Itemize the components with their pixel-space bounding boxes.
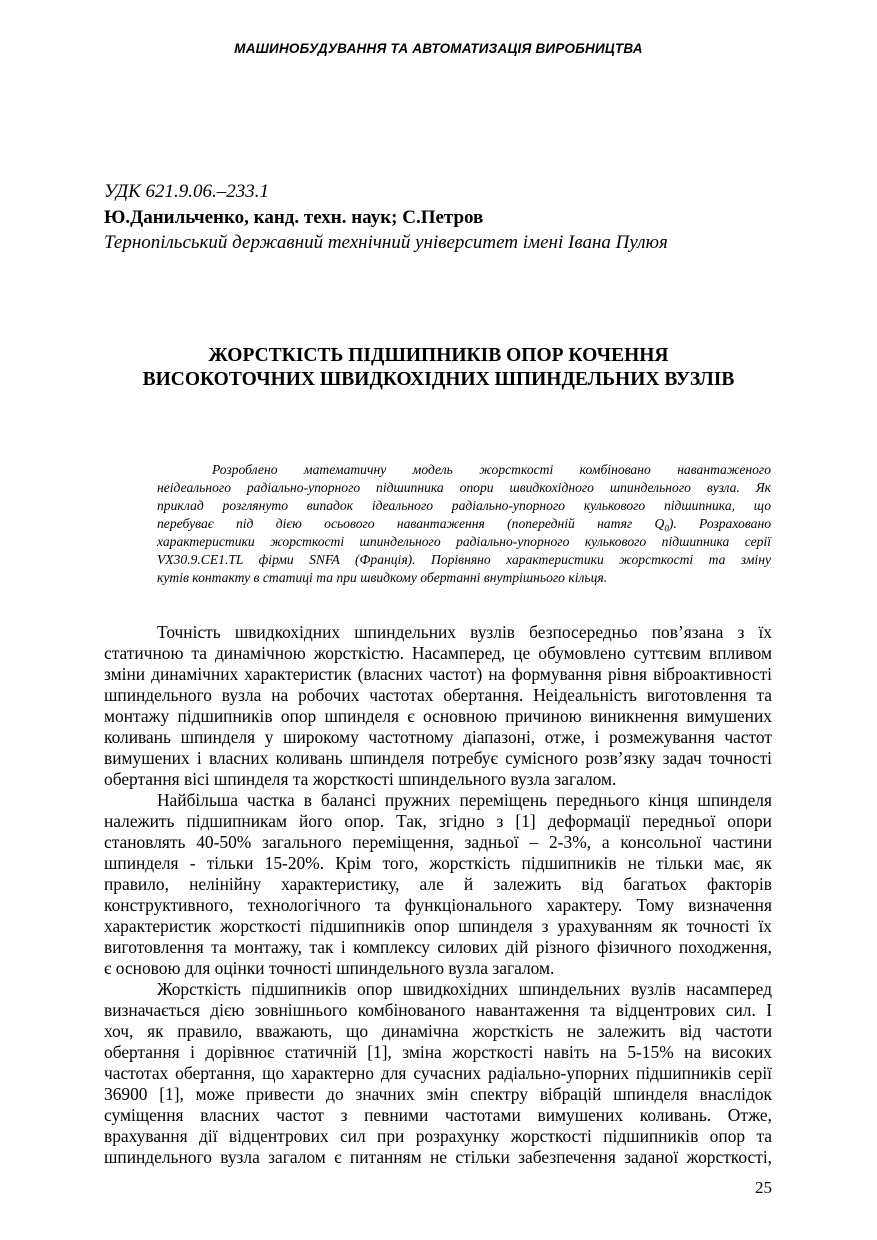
affiliation-line: Тернопільський державний технічний університет імені Івана Пулюя [104,232,668,253]
body-line: виготовлення та монтажу, так і комплексу силових дій різного фізичного походження, [104,937,772,957]
abstract-line: перебуває під дією осьового навантаження (попередній натяг $Q_0$). Розраховано [157,516,771,534]
body-line: зміни динамічних характеристик (власних частот) на формування рівня віброактивності [104,664,772,684]
body-line: коливань шпинделя у широкому частотному діапазоні, отже, і розмежування частот [104,727,772,747]
body-line: Жорсткість підшипників опор швидкохідних шпиндельних вузлів насамперед [157,979,772,999]
body-line: частотах обертання, що характерно для сучасних радіально-упорних підшипників серії [104,1063,772,1083]
title-line: ЖОРСТКІСТЬ ПІДШИПНИКІВ ОПОР КОЧЕННЯ [208,345,669,366]
body-line: обертання і дорівнює статичній [1], зміна жорсткості навіть на 5-15% на високих [104,1042,772,1062]
abstract-line: характеристики жорсткості шпиндельного радіально-упорного кулькового підшипника серії [157,534,771,549]
body-line: хоч, як правило, вважають, що динамічна жорсткість не залежить від частоти [104,1021,772,1041]
title-line: ВИСОКОТОЧНИХ ШВИДКОХІДНИХ ШПИНДЕЛЬНИХ ВУЗЛІВ [142,369,735,390]
body-line: шпиндельного вузла на робочих частотах обертання. Неідеальність виготовлення та [104,685,772,705]
udc-code: УДК 621.9.06.–233.1 [104,181,269,202]
article-title [60,344,817,392]
body-line: Найбільша частка в балансі пружних переміщень переднього кінця шпинделя [157,790,772,810]
paragraph [104,622,772,790]
body-line: характеристик жорсткості підшипників опор шпинделя з урахуванням як точності їх [104,916,772,936]
body-line: становлять 40-50% загального переміщення, задньої – 2-3%, а консольної частини [104,832,772,852]
page-number: 25 [755,1178,772,1197]
body-line: вимушених і власних коливань шпинделя потребує сумісного розв’язку задач точності [104,748,772,768]
abstract-line: VX30.9.CE1.TL фірми SNFA (Франція). Порівняно характеристики жорсткості та зміну [157,552,771,567]
body-line: врахування дії відцентрових сил при розрахунку жорсткості підшипників опор та [104,1126,772,1146]
body-line: суміщення власних частот з певними частотами вимушених коливань. Отже, [104,1105,772,1125]
body-line: статичною та динамічною жорсткістю. Насамперед, це обумовлено суттєвим впливом [104,643,772,663]
running-header: МАШИНОБУДУВАННЯ ТА АВТОМАТИЗАЦІЯ ВИРОБНИЦТВА [234,41,643,56]
abstract-line: неідеального радіально-упорного підшипника опори швидкохідного шпиндельного вузла. Як [157,480,771,495]
body-text [104,622,772,1168]
abstract [157,461,771,587]
body-line: є основою для оцінки точності шпиндельного вузла загалом. [104,958,555,978]
abstract-line: приклад розглянуто випадок ідеального радіально-упорного кулькового підшипника, що [157,498,771,513]
abstract-line: Розроблено математичну модель жорсткості комбіновано навантаженого [212,462,771,477]
body-line: шпинделя - тільки 15-20%. Крім того, жорсткість підшипників не тільки має, як [104,853,772,873]
body-line: шпиндельного вузла загалом є питанням не стільки забезпечення заданої жорсткості, [104,1147,772,1167]
body-line: належить підшипникам його опор. Так, згідно з [1] деформації передньої опори [104,811,772,831]
body-line: визначається дією зовнішнього комбінованого навантаження та відцентрових сил. І [104,1000,772,1020]
body-line: обертання вісі шпинделя та жорсткості шпиндельного вузла загалом. [104,769,617,789]
paragraph [104,790,772,979]
body-line: монтажу підшипників опор шпинделя є основною причиною виникнення вимушених [104,706,772,726]
abstract-line: кутів контакту в статиці та при швидкому обертанні внутрішнього кільця. [157,570,608,585]
body-line: Точність швидкохідних шпиндельних вузлів безпосередньо пов’язана з їх [157,622,772,642]
subscript: 0 [664,523,669,534]
body-line: конструктивного, технологічного та функціонального характеру. Тому визначення [104,895,772,915]
body-line: правило, нелінійну характеристику, але й залежить від багатьох факторів [104,874,772,894]
paragraph [104,979,772,1168]
authors-line: Ю.Данильченко, канд. техн. наук; С.Петров [104,207,484,228]
body-line: 36900 [1], може привести до значних змін спектру вібрацій шпинделя внаслідок [104,1084,772,1104]
